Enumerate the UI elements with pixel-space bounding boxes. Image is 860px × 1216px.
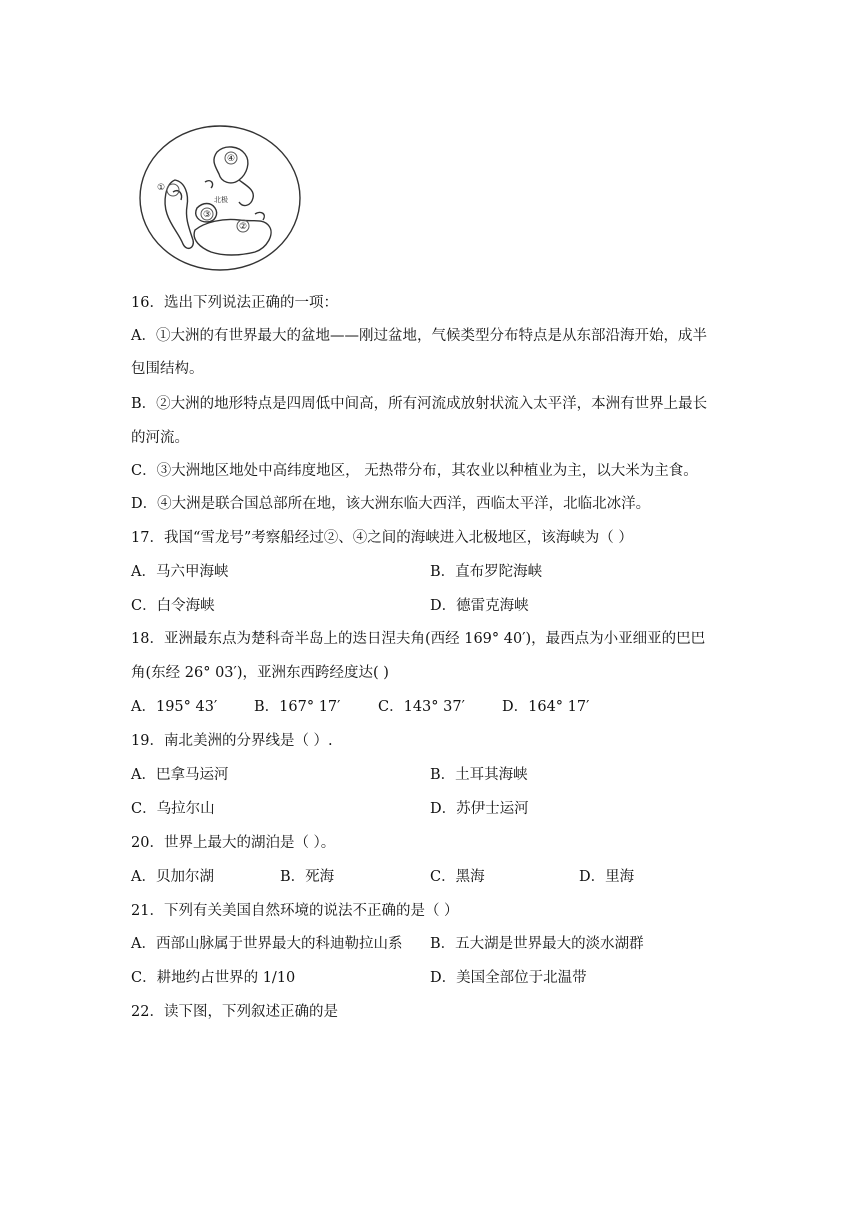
q17-stem: 17．我国“雪龙号”考察船经过②、④之间的海峡进入北极地区，该海峡为（ ） [131, 530, 633, 546]
q20-option-d: D．里海 [579, 869, 635, 885]
q21-option-a: A．西部山脉属于世界最大的科迪勒拉山系 [131, 936, 403, 952]
q22-stem: 22．读下图，下列叙述正确的是 [131, 1004, 338, 1020]
q17-option-c: C．白令海峡 [131, 598, 215, 614]
q16-option-a-line2: 包围结构。 [131, 361, 204, 377]
q20-option-a: A．贝加尔湖 [131, 869, 214, 885]
map-label-2: ② [238, 222, 248, 232]
q20-option-c: C．黑海 [430, 869, 485, 885]
q19-stem: 19．南北美洲的分界线是（ ）. [131, 733, 333, 749]
q18-stem-line2: 角(东经 26° 03′)，亚洲东西跨经度达( ) [131, 665, 389, 681]
q16-option-a-line1: A．①大洲的有世界最大的盆地——刚过盆地，气候类型分布特点是从东部沿海开始，成半 [131, 328, 707, 344]
q16-option-d: D．④大洲是联合国总部所在地，该大洲东临大西洋，西临太平洋，北临北冰洋。 [131, 496, 651, 512]
coastline-stroke [239, 180, 253, 205]
q21-option-d: D．美国全部位于北温带 [430, 970, 587, 986]
q21-stem: 21．下列有关美国自然环境的说法不正确的是（ ） [131, 903, 459, 919]
q16-option-c: C．③大洲地区地处中高纬度地区， 无热带分布，其农业以种植业为主，以大米为主食。 [131, 463, 698, 479]
map-label-4: ④ [226, 154, 236, 164]
q19-option-d: D．苏伊士运河 [430, 801, 529, 817]
q18-stem-line1: 18．亚洲最东点为楚科奇半岛上的迭日涅夫角(西经 169° 40′)，最西点为小亚细亚的巴巴 [131, 631, 706, 647]
polar-map-figure [135, 122, 305, 274]
q16-option-b-line1: B．②大洲的地形特点是四周低中间高，所有河流成放射状流入太平洋，本洲有世界上最长 [131, 396, 708, 412]
island-outline [205, 181, 213, 188]
north-pole-label: 北极 [214, 196, 228, 204]
q17-option-b: B．直布罗陀海峡 [430, 564, 543, 580]
q16-option-b-line2: 的河流。 [131, 430, 189, 446]
q18-option-d: D．164° 17′ [502, 699, 590, 715]
map-label-1: ① [156, 183, 166, 193]
q18-option-c: C．143° 37′ [378, 699, 465, 715]
q19-option-b: B．土耳其海峡 [430, 767, 528, 783]
map-label-3: ③ [202, 210, 212, 220]
q20-stem: 20．世界上最大的湖泊是（ ）。 [131, 835, 336, 851]
q16-stem: 16．选出下列说法正确的一项： [131, 295, 338, 311]
q19-option-a: A．巴拿马运河 [131, 767, 229, 783]
q17-option-d: D．德雷克海峡 [430, 598, 529, 614]
q21-option-c: C．耕地约占世界的 1/10 [131, 970, 296, 986]
q21-option-b: B．五大湖是世界最大的淡水湖群 [430, 936, 644, 952]
q17-option-a: A．马六甲海峡 [131, 564, 229, 580]
continent-2-outline [194, 219, 271, 255]
q18-option-b: B．167° 17′ [254, 699, 341, 715]
q20-option-b: B．死海 [280, 869, 335, 885]
island-outline [255, 212, 264, 220]
q18-option-a: A．195° 43′ [131, 699, 218, 715]
q19-option-c: C．乌拉尔山 [131, 801, 215, 817]
